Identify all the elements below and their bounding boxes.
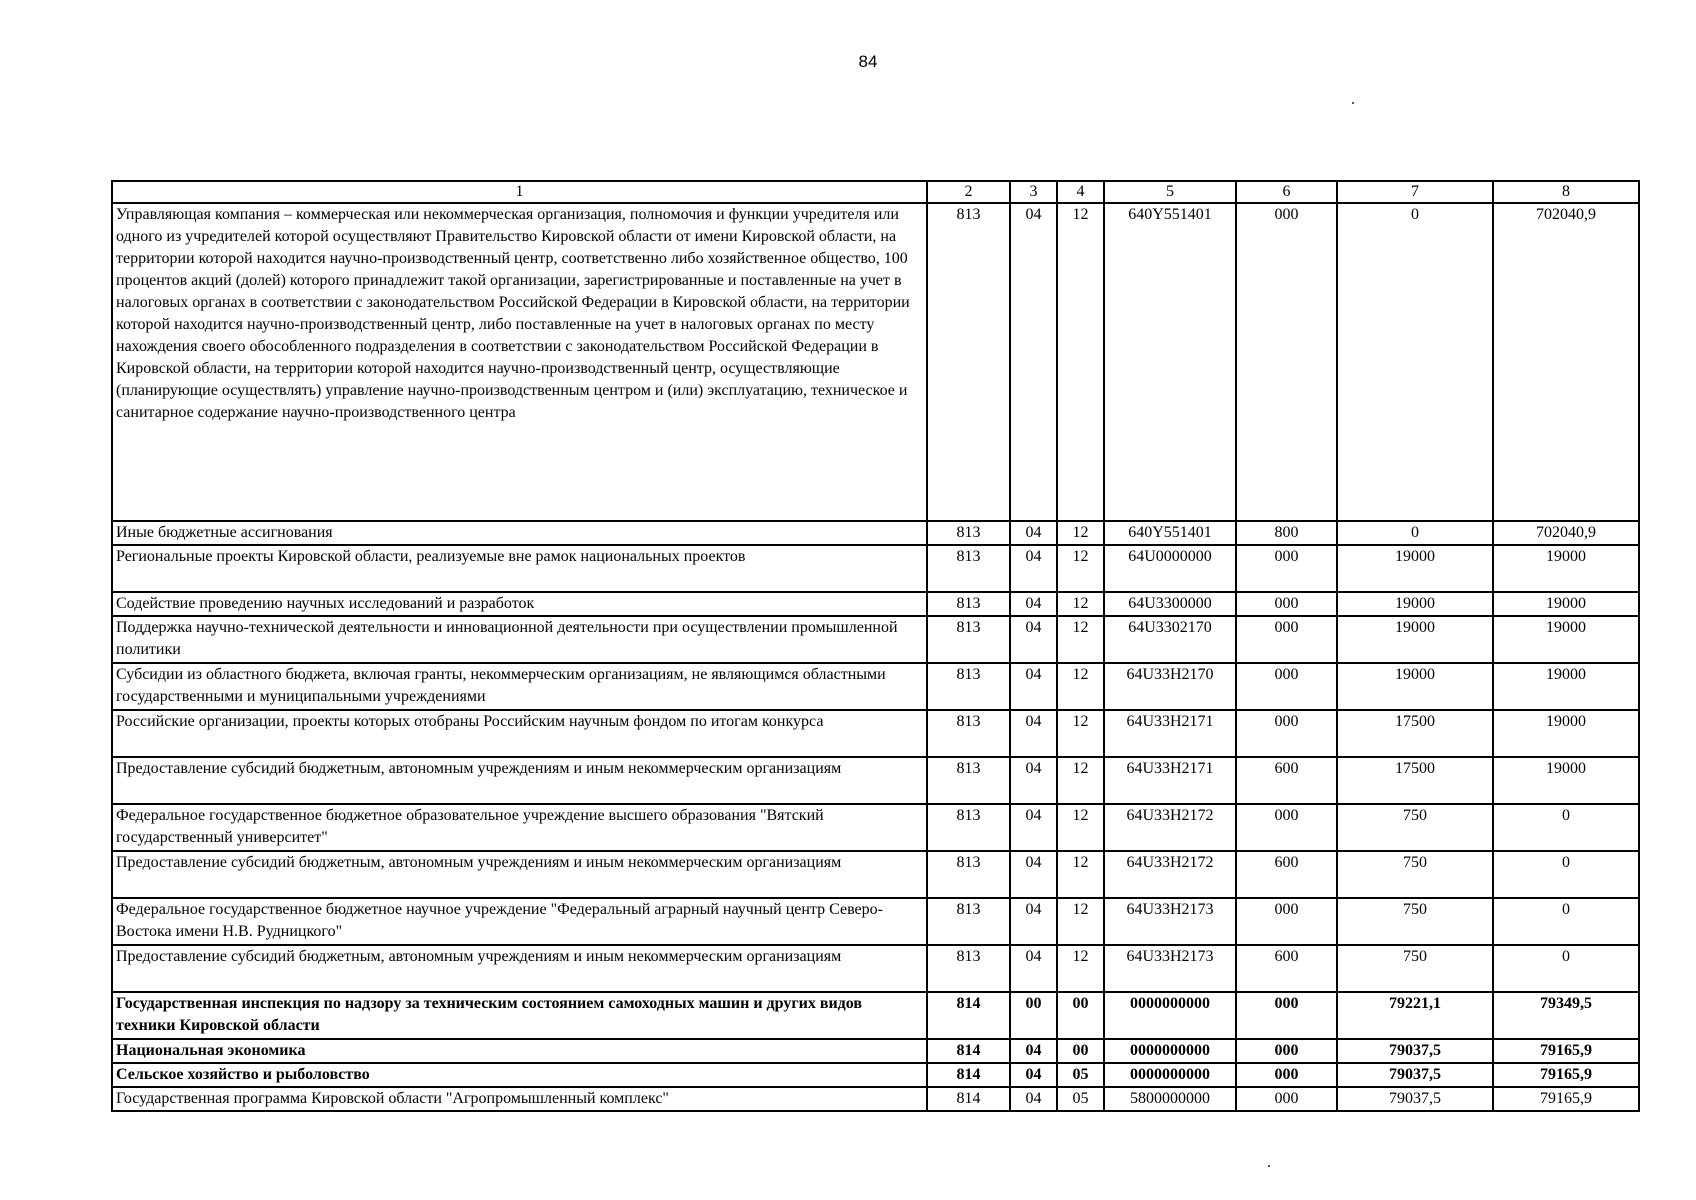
year-2-amount-cell: 19000 [1493, 757, 1639, 804]
row-name-cell: Управляющая компания – коммерческая или некоммерческая организация, полномочия и функции учредителя или одного из учредителей которой осуществляют Правительство Кировской области от имени Кировской области, на территории которой находится научно-производственный центр, соответственно либо хозяйственное общество, 100 процентов акций (долей) которого принадлежит такой организации, зарегистрированные и поставленные на учет в налоговых органах в соответствии с законодательством Российской Федерации в Кировской области, на территории которой находится научно-производственный центр, либо поставленные на учет в налоговых органах по месту нахождения своего обособленного подразделения в соответствии с законодательством Российской Федерации в Кировской области, на территории которой находится научно-производственный центр, осуществляющие (планирующие осуществлять) управление научно-производственным центром и (или) эксплуатацию, техническое и санитарное содержание научно-производственного центра [112, 203, 927, 521]
column-number: 7 [1337, 181, 1493, 203]
row-name-cell: Региональные проекты Кировской области, реализуемые вне рамок национальных проектов [112, 545, 927, 592]
row-name-cell: Федеральное государственное бюджетное научное учреждение "Федеральный аграрный научный центр Северо-Востока имени Н.В. Рудницкого" [112, 898, 927, 945]
year-2-amount-cell: 702040,9 [1493, 521, 1639, 545]
row-name-cell: Субсидии из областного бюджета, включая гранты, некоммерческим организациям, не являющимся областными государственными и муниципальными учреждениями [112, 663, 927, 710]
year-1-amount-cell: 750 [1337, 804, 1493, 851]
year-2-amount-cell: 0 [1493, 851, 1639, 898]
admin-code-cell: 813 [927, 710, 1010, 757]
row-name-cell: Федеральное государственное бюджетное образовательное учреждение высшего образования "Вятский государственный университет" [112, 804, 927, 851]
expense-type-cell: 000 [1236, 898, 1337, 945]
expense-type-cell: 000 [1236, 804, 1337, 851]
admin-code-cell: 813 [927, 663, 1010, 710]
subsection-cell: 12 [1057, 616, 1104, 663]
year-1-amount-cell: 19000 [1337, 616, 1493, 663]
admin-code-cell: 813 [927, 521, 1010, 545]
section-cell: 04 [1010, 616, 1057, 663]
expense-type-cell: 000 [1236, 710, 1337, 757]
table-row [112, 592, 1639, 616]
row-name-cell: Предоставление субсидий бюджетным, автономным учреждениям и иным некоммерческим организациям [112, 945, 927, 992]
scan-speck [1268, 1165, 1270, 1167]
admin-code-cell: 813 [927, 545, 1010, 592]
section-cell: 04 [1010, 663, 1057, 710]
year-2-amount-cell: 79165,9 [1493, 1063, 1639, 1087]
section-cell: 04 [1010, 804, 1057, 851]
year-2-amount-cell: 0 [1493, 898, 1639, 945]
target-article-cell: 5800000000 [1104, 1087, 1236, 1111]
expense-type-cell: 600 [1236, 757, 1337, 804]
year-1-amount-cell: 0 [1337, 521, 1493, 545]
section-cell: 04 [1010, 1087, 1057, 1111]
year-2-amount-cell: 19000 [1493, 545, 1639, 592]
year-2-amount-cell: 19000 [1493, 616, 1639, 663]
section-cell: 04 [1010, 1039, 1057, 1063]
year-1-amount-cell: 17500 [1337, 710, 1493, 757]
table-row [112, 804, 1639, 851]
expense-type-cell: 600 [1236, 851, 1337, 898]
admin-code-cell: 813 [927, 804, 1010, 851]
table-row [112, 1087, 1639, 1111]
target-article-cell: 64U33H2173 [1104, 945, 1236, 992]
subsection-cell: 12 [1057, 663, 1104, 710]
target-article-cell: 640Y551401 [1104, 203, 1236, 521]
column-number: 5 [1104, 181, 1236, 203]
year-2-amount-cell: 79165,9 [1493, 1087, 1639, 1111]
year-1-amount-cell: 19000 [1337, 663, 1493, 710]
row-name-cell: Иные бюджетные ассигнования [112, 521, 927, 545]
year-1-amount-cell: 79221,1 [1337, 992, 1493, 1039]
section-cell: 04 [1010, 521, 1057, 545]
budget-table [111, 180, 1640, 1112]
section-cell: 04 [1010, 1063, 1057, 1087]
row-name-cell: Российские организации, проекты которых отобраны Российским научным фондом по итогам конкурса [112, 710, 927, 757]
admin-code-cell: 813 [927, 592, 1010, 616]
year-2-amount-cell: 0 [1493, 945, 1639, 992]
subsection-cell: 12 [1057, 710, 1104, 757]
admin-code-cell: 813 [927, 851, 1010, 898]
subsection-cell: 12 [1057, 898, 1104, 945]
table-row [112, 663, 1639, 710]
subsection-cell: 00 [1057, 992, 1104, 1039]
table-row [112, 757, 1639, 804]
table-row [112, 1039, 1639, 1063]
expense-type-cell: 000 [1236, 203, 1337, 521]
expense-type-cell: 600 [1236, 945, 1337, 992]
expense-type-cell: 000 [1236, 1063, 1337, 1087]
year-1-amount-cell: 750 [1337, 945, 1493, 992]
admin-code-cell: 814 [927, 1063, 1010, 1087]
year-2-amount-cell: 79349,5 [1493, 992, 1639, 1039]
section-cell: 04 [1010, 945, 1057, 992]
target-article-cell: 64U33H2172 [1104, 851, 1236, 898]
section-cell: 04 [1010, 203, 1057, 521]
table-row [112, 898, 1639, 945]
subsection-cell: 00 [1057, 1039, 1104, 1063]
page-number: 84 [858, 52, 878, 71]
column-number: 4 [1057, 181, 1104, 203]
year-2-amount-cell: 19000 [1493, 663, 1639, 710]
row-name-cell: Поддержка научно-технической деятельности и инновационной деятельности при осуществлении промышленной политики [112, 616, 927, 663]
year-1-amount-cell: 79037,5 [1337, 1063, 1493, 1087]
admin-code-cell: 813 [927, 945, 1010, 992]
column-number: 2 [927, 181, 1010, 203]
target-article-cell: 64U33H2170 [1104, 663, 1236, 710]
year-2-amount-cell: 702040,9 [1493, 203, 1639, 521]
section-cell: 04 [1010, 757, 1057, 804]
table-row [112, 203, 1639, 521]
target-article-cell: 64U0000000 [1104, 545, 1236, 592]
table-row [112, 945, 1639, 992]
target-article-cell: 64U33H2171 [1104, 757, 1236, 804]
table-row [112, 616, 1639, 663]
year-2-amount-cell: 79165,9 [1493, 1039, 1639, 1063]
subsection-cell: 12 [1057, 851, 1104, 898]
target-article-cell: 64U33H2173 [1104, 898, 1236, 945]
admin-code-cell: 813 [927, 898, 1010, 945]
year-1-amount-cell: 17500 [1337, 757, 1493, 804]
year-1-amount-cell: 750 [1337, 851, 1493, 898]
column-number: 8 [1493, 181, 1639, 203]
admin-code-cell: 814 [927, 1087, 1010, 1111]
target-article-cell: 64U33H2171 [1104, 710, 1236, 757]
subsection-cell: 12 [1057, 592, 1104, 616]
year-2-amount-cell: 19000 [1493, 710, 1639, 757]
subsection-cell: 12 [1057, 521, 1104, 545]
row-name-cell: Предоставление субсидий бюджетным, автономным учреждениям и иным некоммерческим организациям [112, 757, 927, 804]
admin-code-cell: 814 [927, 1039, 1010, 1063]
column-number: 3 [1010, 181, 1057, 203]
year-1-amount-cell: 0 [1337, 203, 1493, 521]
target-article-cell: 64U33H2172 [1104, 804, 1236, 851]
year-1-amount-cell: 79037,5 [1337, 1039, 1493, 1063]
table-row [112, 992, 1639, 1039]
target-article-cell: 640Y551401 [1104, 521, 1236, 545]
table-row [112, 851, 1639, 898]
target-article-cell: 64U3300000 [1104, 592, 1236, 616]
target-article-cell: 0000000000 [1104, 1039, 1236, 1063]
target-article-cell: 0000000000 [1104, 1063, 1236, 1087]
expense-type-cell: 000 [1236, 1039, 1337, 1063]
year-2-amount-cell: 19000 [1493, 592, 1639, 616]
year-1-amount-cell: 19000 [1337, 592, 1493, 616]
section-cell: 04 [1010, 710, 1057, 757]
expense-type-cell: 800 [1236, 521, 1337, 545]
column-number-row [112, 181, 1639, 203]
row-name-cell: Предоставление субсидий бюджетным, автономным учреждениям и иным некоммерческим организациям [112, 851, 927, 898]
row-name-cell: Содействие проведению научных исследований и разработок [112, 592, 927, 616]
subsection-cell: 12 [1057, 945, 1104, 992]
subsection-cell: 05 [1057, 1063, 1104, 1087]
row-name-cell: Государственная инспекция по надзору за техническим состоянием самоходных машин и других видов техники Кировской области [112, 992, 927, 1039]
year-2-amount-cell: 0 [1493, 804, 1639, 851]
subsection-cell: 12 [1057, 545, 1104, 592]
year-1-amount-cell: 19000 [1337, 545, 1493, 592]
section-cell: 00 [1010, 992, 1057, 1039]
table-row [112, 710, 1639, 757]
expense-type-cell: 000 [1236, 592, 1337, 616]
row-name-cell: Национальная экономика [112, 1039, 927, 1063]
expense-type-cell: 000 [1236, 616, 1337, 663]
expense-type-cell: 000 [1236, 1087, 1337, 1111]
subsection-cell: 12 [1057, 203, 1104, 521]
section-cell: 04 [1010, 592, 1057, 616]
table-row [112, 1063, 1639, 1087]
expense-type-cell: 000 [1236, 992, 1337, 1039]
subsection-cell: 12 [1057, 804, 1104, 851]
section-cell: 04 [1010, 851, 1057, 898]
section-cell: 04 [1010, 545, 1057, 592]
scan-speck [1352, 102, 1354, 104]
table-row [112, 545, 1639, 592]
row-name-cell: Сельское хозяйство и рыболовство [112, 1063, 927, 1087]
admin-code-cell: 813 [927, 203, 1010, 521]
section-cell: 04 [1010, 898, 1057, 945]
expense-type-cell: 000 [1236, 663, 1337, 710]
expense-type-cell: 000 [1236, 545, 1337, 592]
year-1-amount-cell: 79037,5 [1337, 1087, 1493, 1111]
column-number: 1 [112, 181, 927, 203]
year-1-amount-cell: 750 [1337, 898, 1493, 945]
target-article-cell: 64U3302170 [1104, 616, 1236, 663]
column-number: 6 [1236, 181, 1337, 203]
subsection-cell: 12 [1057, 757, 1104, 804]
admin-code-cell: 814 [927, 992, 1010, 1039]
table-row [112, 521, 1639, 545]
subsection-cell: 05 [1057, 1087, 1104, 1111]
admin-code-cell: 813 [927, 616, 1010, 663]
target-article-cell: 0000000000 [1104, 992, 1236, 1039]
admin-code-cell: 813 [927, 757, 1010, 804]
row-name-cell: Государственная программа Кировской области "Агропромышленный комплекс" [112, 1087, 927, 1111]
